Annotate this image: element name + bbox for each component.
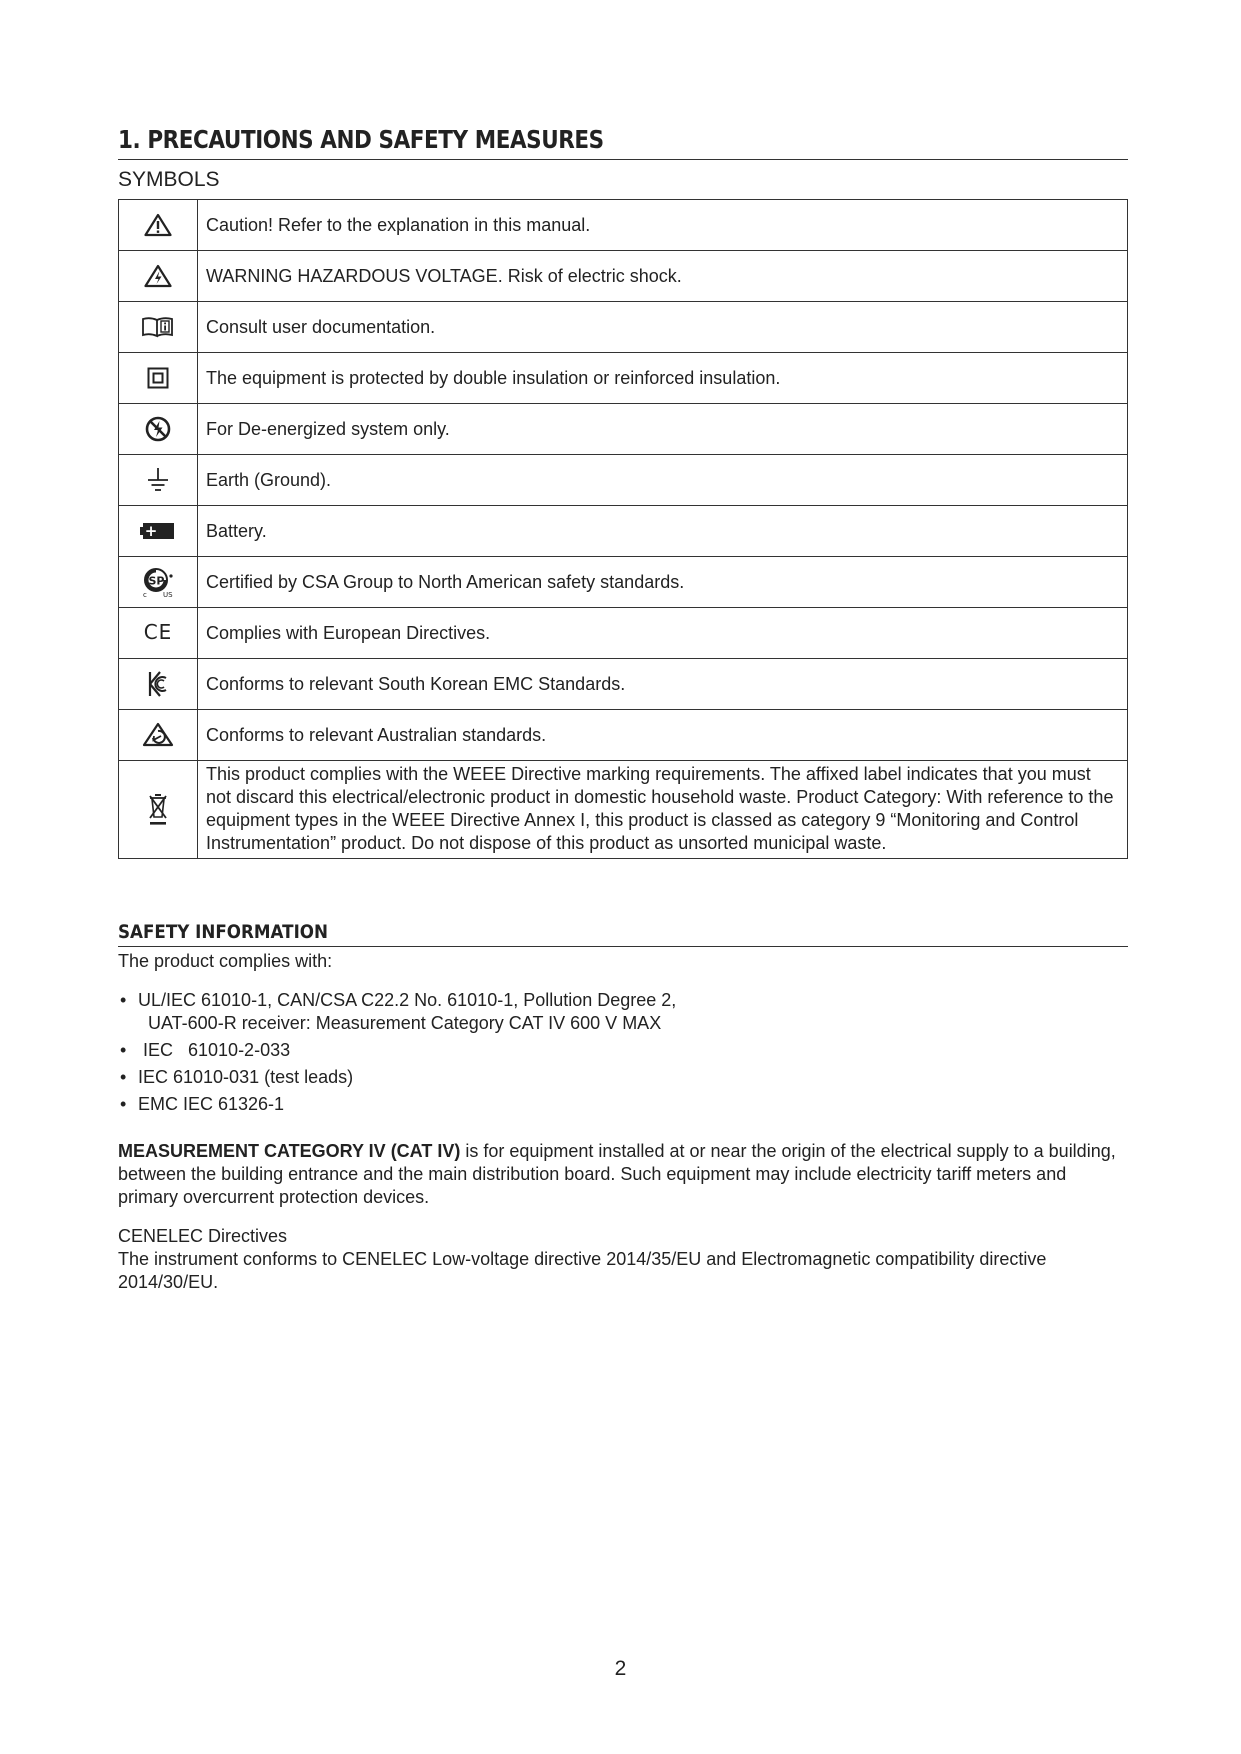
de-energized-icon (119, 404, 198, 455)
symbol-description: Conforms to relevant Australian standards. (198, 710, 1128, 761)
bullet: • (120, 990, 127, 1010)
symbol-description: WARNING HAZARDOUS VOLTAGE. Risk of electric shock. (198, 251, 1128, 302)
symbol-description: Complies with European Directives. (198, 608, 1128, 659)
battery-plus-label: + (144, 522, 158, 540)
symbol-row-earth (119, 455, 1128, 506)
standard-line: EMC IEC 61326-1 (138, 1094, 285, 1114)
cat-iv-description: is for equipment installed at or near the origin of the electrical supply to a building, between the building entrance and the main distribution board. Such equipment may include electricity tariff meters and primary overcurrent protection devices. (118, 1141, 1116, 1207)
standard-line: IEC 61010-2-033 (138, 1040, 291, 1060)
cat-iv-term: MEASUREMENT CATEGORY IV (CAT IV) (118, 1141, 461, 1161)
symbol-description: Battery. (198, 506, 1128, 557)
ce-mark-icon (119, 608, 198, 659)
ce-mark-text: CE (143, 620, 173, 644)
symbol-row-battery (119, 506, 1128, 557)
symbol-row-double-insulation (119, 353, 1128, 404)
weee-bin-icon (119, 761, 198, 859)
symbol-description: Consult user documentation. (198, 302, 1128, 353)
symbol-row-de-energized (119, 404, 1128, 455)
standard-line: IEC 61010-031 (test leads) (138, 1067, 354, 1087)
symbol-row-weee (119, 761, 1128, 859)
symbol-row-rcm (119, 710, 1128, 761)
symbol-description: The equipment is protected by double insulation or reinforced insulation. (198, 353, 1128, 404)
kc-mark-icon (119, 659, 198, 710)
symbol-row-caution (119, 200, 1128, 251)
symbol-row-kc (119, 659, 1128, 710)
list-item (118, 1066, 1128, 1089)
bullet: • (120, 1040, 127, 1060)
symbol-row-documentation (119, 302, 1128, 353)
manual-page (118, 122, 1128, 1294)
list-item (118, 989, 1128, 1035)
symbol-description: Conforms to relevant South Korean EMC Standards. (198, 659, 1128, 710)
symbol-row-ce (119, 608, 1128, 659)
csa-us-text: US (163, 591, 173, 599)
symbol-row-csa (119, 557, 1128, 608)
safety-rule (118, 946, 1128, 947)
symbol-description: This product complies with the WEEE Directive marking requirements. The affixed label indicates that you must not discard this electrical/electronic product in domestic household waste. Product Category: With reference to the equipment types in the WEEE Directive Annex I, this product is classed as category 9 “Monitoring and Control Instrumentation” product. Do not dispose of this product as unsorted municipal waste. (198, 761, 1128, 859)
heading-rule (118, 159, 1128, 160)
cenelec-text: The instrument conforms to CENELEC Low-voltage directive 2014/35/EU and Electromagnetic compatibility directive 2014/30/EU. (118, 1249, 1047, 1292)
cenelec-title: CENELEC Directives (118, 1226, 288, 1246)
section-heading: 1. PRECAUTIONS AND SAFETY MEASURES (118, 125, 604, 154)
page-number: 2 (614, 1657, 627, 1680)
list-item (118, 1039, 1128, 1062)
standard-line-continued: UAT-600-R receiver: Measurement Category CAT IV 600 V MAX (148, 1013, 662, 1033)
rcm-mark-icon (119, 710, 198, 761)
caution-triangle-icon (119, 200, 198, 251)
list-item (118, 1093, 1128, 1116)
csa-c-text: c (143, 591, 147, 599)
symbol-description: Earth (Ground). (198, 455, 1128, 506)
hazardous-voltage-icon (119, 251, 198, 302)
consult-documentation-icon (119, 302, 198, 353)
symbol-description: Caution! Refer to the explanation in this manual. (198, 200, 1128, 251)
double-insulation-icon (119, 353, 198, 404)
earth-ground-icon (119, 455, 198, 506)
cat-iv-paragraph (118, 1140, 1128, 1209)
symbol-description: For De-energized system only. (198, 404, 1128, 455)
battery-icon (119, 506, 198, 557)
bullet: • (120, 1067, 127, 1087)
bullet: • (120, 1094, 127, 1114)
standard-line: UL/IEC 61010-1, CAN/CSA C22.2 No. 61010-1, Pollution Degree 2, (138, 990, 677, 1010)
safety-information-title: SAFETY INFORMATION (118, 921, 329, 943)
standards-list (118, 989, 1128, 1116)
symbols-table (118, 199, 1128, 859)
symbol-description: Certified by CSA Group to North American safety standards. (198, 557, 1128, 608)
safety-intro: The product complies with: (118, 951, 333, 971)
symbols-title: SYMBOLS (118, 168, 220, 191)
symbol-row-hazardous-voltage (119, 251, 1128, 302)
csa-logo-text: SP (148, 574, 165, 588)
csa-mark-icon (119, 557, 198, 608)
